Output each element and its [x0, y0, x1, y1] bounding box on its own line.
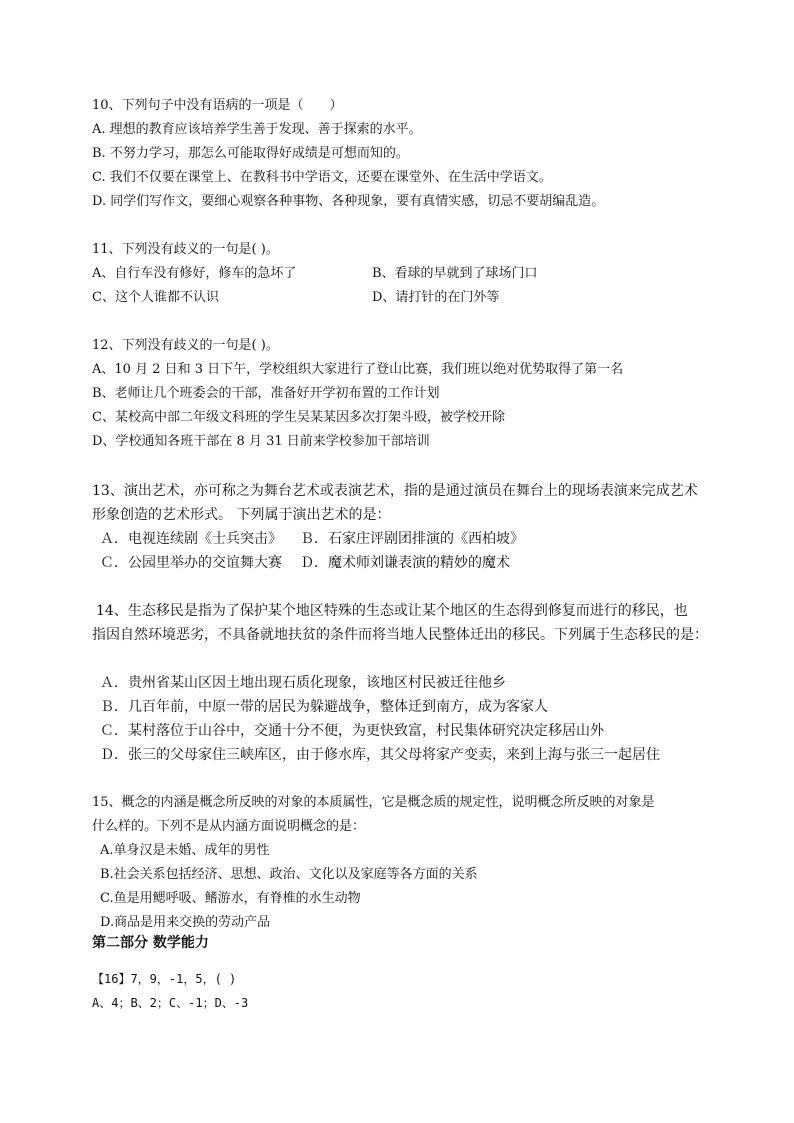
- q11-stem: 11、下列没有歧义的一句是( )。: [92, 242, 279, 257]
- q11-option-a: A、自行车没有修好，修车的急坏了: [92, 266, 297, 281]
- q11-option-b: B、看球的早就到了球场门口: [372, 266, 538, 281]
- q12-option-d: D、学校通知各班干部在 8 月 31 日前来学校参加干部培训: [92, 434, 430, 449]
- q12-option-b: B、老师让几个班委会的干部，准备好开学初布置的工作计划: [92, 386, 440, 401]
- q12-option-c: C、某校高中部二年级文科班的学生吴某某因多次打架斗殴，被学校开除: [92, 410, 505, 425]
- q13-option-c: Ｃ．公园里举办的交谊舞大赛: [100, 555, 282, 571]
- q10-option-c: C. 我们不仅要在课堂上、在教科书中学语文，还要在课堂外、在生活中学语文。: [92, 170, 552, 185]
- q14-option-b: Ｂ．几百年前，中原一带的居民为躲避战争，整体迁到南方，成为客家人: [100, 699, 548, 715]
- q13-stem-line2: 形象创造的艺术形式。 下列属于演出艺术的是：: [92, 507, 391, 523]
- q10-option-a: A. 理想的教育应该培养学生善于发现、善于探索的水平。: [92, 122, 422, 137]
- q14-stem-line2: 指因自然环境恶劣，不具备就地扶贫的条件而将当地人民整体迁出的移民。下列属于生态移民的是：: [92, 627, 708, 643]
- q11-option-c: C、这个人谁都不认识: [92, 290, 219, 305]
- q14-option-d: Ｄ．张三的父母家住三峡库区，由于修水库，其父母将家产变卖，来到上海与张三一起居住: [100, 747, 660, 763]
- q14-stem-line1: 14、生态移民是指为了保护某个地区特殊的生态或让某个地区的生态得到修复而进行的移民，也: [96, 603, 688, 619]
- q15-option-b: B.社会关系包括经济、思想、政治、文化以及家庭等各方面的关系: [100, 867, 478, 882]
- q16-options: A、4；B、2；C、-1；D、-3: [92, 996, 249, 1010]
- q13-stem-line1: 13、演出艺术，亦可称之为舞台艺术或表演艺术，指的是通过演员在舞台上的现场表演来完成艺术: [92, 483, 698, 499]
- q12-option-a: A、10 月 2 日和 3 日下午，学校组织大家进行了登山比赛，我们班以绝对优势取得了第一名: [92, 362, 624, 377]
- q14-option-a: Ａ．贵州省某山区因土地出现石质化现象，该地区村民被迁往他乡: [100, 675, 506, 691]
- section-heading: 第二部分 数学能力: [92, 935, 209, 951]
- q12-stem: 12、下列没有歧义的一句是( )。: [92, 338, 279, 353]
- q10-stem: 10、下列句子中没有语病的一项是（ ）: [92, 98, 343, 113]
- q15-option-a: A.单身汉是未婚、成年的男性: [100, 843, 270, 858]
- q13-option-d: Ｄ．魔术师刘谦表演的精妙的魔术: [300, 555, 510, 571]
- q15-stem-line2: 什么样的。下列不是从内涵方面说明概念的是：: [92, 819, 366, 834]
- q13-option-a: Ａ．电视连续剧《士兵突击》: [100, 531, 282, 547]
- q10-option-b: B. 不努力学习，那怎么可能取得好成绩是可想而知的。: [92, 146, 409, 161]
- q10-option-d: D. 同学们写作文，要细心观察各种事物、各种现象，要有真情实感，切忌不要胡编乱造。: [92, 194, 605, 209]
- q15-option-c: C.鱼是用鳃呼吸、鳍游水，有脊椎的水生动物: [100, 891, 361, 906]
- q14-option-c: Ｃ．某村落位于山谷中，交通十分不便，为更快致富，村民集体研究决定移居山外: [100, 723, 604, 739]
- q15-stem-line1: 15、概念的内涵是概念所反映的对象的本质属性，它是概念质的规定性，说明概念所反映的对象是: [92, 795, 655, 810]
- q15-option-d: D.商品是用来交换的劳动产品: [100, 915, 271, 930]
- q16-stem: 【16】7，9，-1，5，( ): [92, 972, 237, 986]
- q11-option-d: D、请打针的在门外等: [372, 290, 500, 305]
- q13-option-b: Ｂ．石家庄评剧团排演的《西柏坡》: [300, 531, 524, 547]
